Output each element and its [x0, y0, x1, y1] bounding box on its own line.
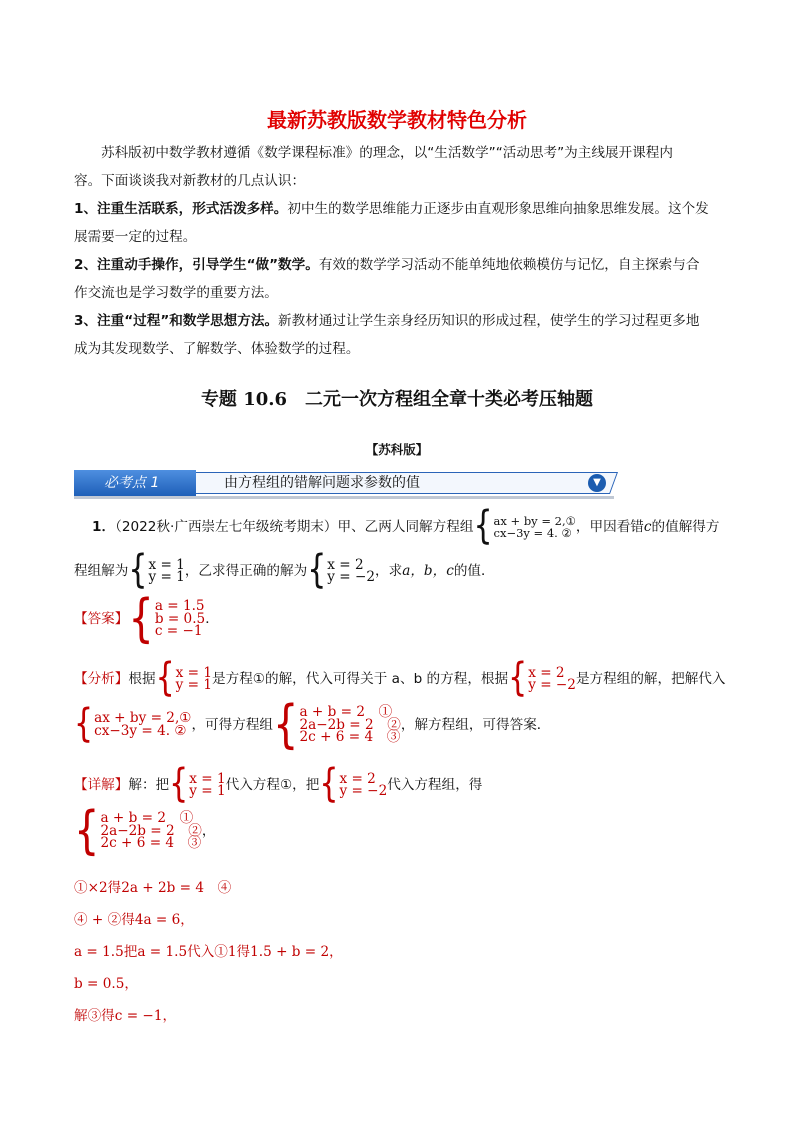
intro-item-3: 3、注重“过程”和数学思想方法。新教材通过让学生亲身经历知识的形成过程，使学生的学习过程更多地 — [74, 313, 700, 329]
section-banner — [74, 470, 614, 496]
chevron-down-icon[interactable]: ▼ — [588, 474, 606, 492]
banner-tag: 必考点 1 — [74, 470, 196, 496]
analysis-line-2: { ax + by = 2,① cx−3y = 4. ② ，可得方程组 { a + b = 2 ① 2a−2b = 2 ② 2c + 6 = 4 ③ ，解方程组，可得答案． — [74, 694, 551, 755]
question-1-line-1: 1．（2022秋·广西崇左七年级统考期末）甲、乙两人同解方程组 { ax + by = 2,① cx−3y = 4. ② ，甲因看错c的值解得方 — [92, 503, 720, 550]
detail-step-2: ④ + ②得4a = 6， — [74, 912, 194, 928]
detail-system: { a + b = 2 ① 2a−2b = 2 ② 2c + 6 = 4 ③ ， — [74, 800, 216, 861]
solution-system-2: { x = 2 y = −2 — [307, 547, 376, 594]
detail-line-1: 【详解】解：把 { x = 1 y = 1 代入方程①，把 { x = 2 y = −2 代入方程组，得 — [74, 761, 483, 808]
analysis-line-1: 【分析】根据 { x = 1 y = 1 是方程①的解，代入可得关于 a、b 的方程，根据 { x = 2 y = −2 是方程组的解，把解代入 — [74, 655, 726, 702]
detail-step-3: a = 1.5把a = 1.5代入①1得1.5 + b = 2， — [74, 944, 343, 960]
question-1-line-2: 程组解为 { x = 1 y = 1 ，乙求得正确的解为 { x = 2 y = −2 ，求a，b，c的值． — [74, 547, 495, 594]
answer-system: { a = 1.5 b = 0.5 c = −1 — [128, 588, 206, 649]
edition-label: 【苏科版】 — [365, 442, 429, 457]
banner-shadow — [74, 496, 614, 499]
detail-step-4: b = 0.5， — [74, 976, 138, 992]
intro-line-2: 容。下面谈谈我对新教材的几点认识： — [74, 173, 306, 189]
intro-item-1: 1、注重生活联系，形式活泼多样。初中生的数学思维能力正逐步由直观形象思维向抽象思维发展。这个发 — [74, 201, 709, 217]
detail-step-5: 解③得c = −1， — [74, 1008, 177, 1024]
equation-system: { ax + by = 2,① cx−3y = 4. ② — [473, 503, 576, 550]
intro-item-2: 2、注重动手操作，引导学生“做”数学。有效的数学学习活动不能单纯地依赖模仿与记忆，自主探索与合 — [74, 257, 700, 273]
intro-item-3-cont: 成为其发现数学、了解数学、体验数学的过程。 — [74, 341, 360, 357]
banner-title: 由方程组的错解问题求参数的值 — [224, 475, 420, 491]
solution-system-1: { x = 1 y = 1 — [128, 547, 185, 594]
detail-step-1: ①×2得2a + 2b = 4 ④ — [74, 880, 232, 896]
topic-title: 专题 10.6 二元一次方程组全章十类必考压轴题 — [200, 389, 594, 410]
intro-title: 最新苏教版数学教材特色分析 — [267, 108, 527, 132]
intro-paragraph — [74, 139, 722, 363]
intro-item-2-cont: 作交流也是学习数学的重要方法。 — [74, 285, 278, 301]
answer-block: 【答案】 { a = 1.5 b = 0.5 c = −1 ． — [74, 588, 219, 649]
intro-item-1-cont: 展需要一定的过程。 — [74, 229, 197, 245]
intro-line-1: 苏科版初中数学教材遵循《数学课程标准》的理念，以“生活数学”“活动思考”为主线展开课程内 — [101, 145, 673, 161]
